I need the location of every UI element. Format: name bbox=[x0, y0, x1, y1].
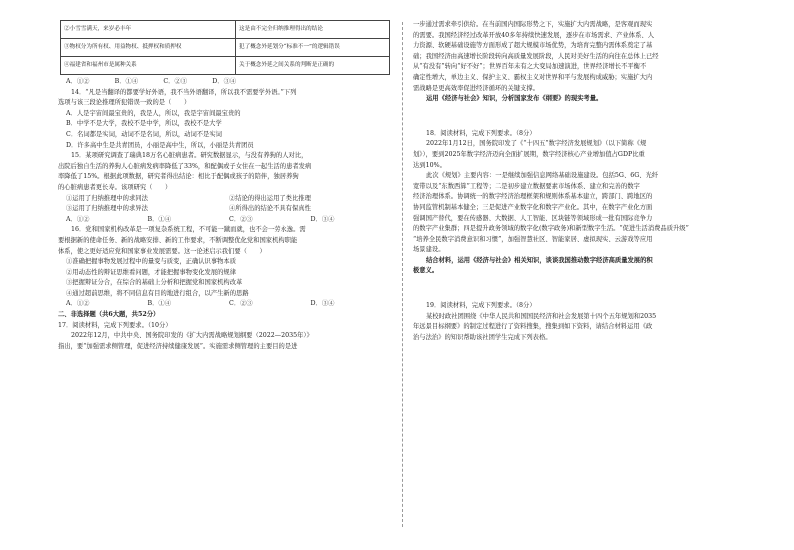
q15-answers bbox=[58, 215, 392, 226]
q19-material-line: 某校时政社团围绕《中华人民共和国国民经济和社会发展第十四个五年规划和2035 bbox=[426, 312, 657, 320]
table-row bbox=[61, 21, 390, 39]
question-19-title: 19．阅读材料，完成下列要求。（8分） bbox=[426, 302, 536, 310]
question-15-line: 率降低了15%。根据此项数据，研究者得出结论：相比于配偶或孩子的陪伴，独居养狗 bbox=[58, 173, 299, 181]
q16-answer: A．①② bbox=[66, 300, 90, 308]
question-15-line: 出院后独自生活的养狗人心脏病发病率降低了33%，和配偶或子女住在一起生活的患者发病 bbox=[58, 162, 312, 170]
q16-choice: ②用动态性的辩证思维看问题，才能把握事物变化发展的规律 bbox=[66, 268, 237, 276]
table-answer-options: A．①② B．①④ C．②③ D．③④ bbox=[66, 78, 237, 85]
q15-answer: B．①④ bbox=[147, 215, 172, 223]
q18-material-line: 宽带以及“东数西算”工程等；二是初步建立数据要素市场体系、建立和完善的数字 bbox=[413, 182, 640, 190]
q17-material-line: 需战略是更高效率促进经济循环的关键支撑。 bbox=[413, 84, 539, 92]
q16-answer: D．③④ bbox=[310, 300, 335, 308]
table-cell: 关于概念外延之间关系的判断是正确的 bbox=[236, 57, 390, 75]
q18-material-line: 的数字产业集群；四是提升政务领域的数字化(数字政务)和新型数字生活。“促进生活消费品质升级” bbox=[413, 225, 689, 233]
question-16-line: 要根据新的使命任务、新的战略安排、新的工作要求，不断调整优化党和国家机构职能 bbox=[58, 236, 298, 244]
left-column bbox=[58, 20, 392, 352]
question-18-title: 18．阅读材料，完成下列要求。（8分） bbox=[426, 129, 536, 137]
q16-choice: ③把握辩证分合，在综合的基础上分析和把握党和国家机构改革 bbox=[66, 279, 243, 287]
q18-material-line: 经济治理体系。协调统一的数字经济治理框架和规则体系基本建立，跨部门、跨地区的 bbox=[413, 193, 653, 201]
q17-material-line: 确定性增大，单边主义、保护主义、霸权主义对世界和平与发展构成威胁；实施扩大内 bbox=[413, 73, 653, 81]
table-cell: 犯了概念外延划分“标准不一”的逻辑错误 bbox=[236, 39, 390, 57]
q18-material-line: “培养全民数字消费意识和习惯”，加强智慧社区、智能家居、虚拟现实、云游戏等应用 bbox=[413, 235, 653, 243]
q15-choice: ②结论的得出运用了类比推理 bbox=[229, 194, 311, 202]
q15-answer: C．②③ bbox=[229, 215, 253, 223]
q15-choice: ③运用了归纳推理中的求异法 bbox=[66, 205, 148, 213]
q17-material-line: 础；我国经济由高速增长阶段转向高质量发展阶段，人民对美好生活的向往在总体上已经 bbox=[413, 52, 659, 60]
q14-option-d: D．许多高中生是共青团员，小丽是高中生，所以，小丽是共青团员 bbox=[66, 141, 254, 149]
q15-choices bbox=[58, 194, 392, 215]
q15-choice: ④所得出的结论不具有保真性 bbox=[229, 205, 311, 213]
q18-material-line: 强调国产替代，要在传感器、大数据、人工智能、区块链等领域形成一批有国际竞争力 bbox=[413, 214, 653, 222]
q15-answer: A．①② bbox=[66, 215, 90, 223]
table-cell: 这是由不完全归纳推理得出的结论 bbox=[236, 21, 390, 39]
q15-answer: D．③④ bbox=[310, 215, 335, 223]
question-17-line: 2022年12月，中共中央、国务院印发的《扩大内需战略规划纲要（2022—2035年）》 bbox=[71, 332, 313, 340]
q18-material-line: 2022年1月12日，国务院印发了《“十四五”数字经济发展规划》（以下简称《规 bbox=[426, 140, 647, 148]
table-cell: ④福建省和福州市是属种关系 bbox=[61, 57, 236, 75]
table-row bbox=[61, 57, 390, 75]
q19-material-line: 治与法治》的知识帮助该社团学生完成下列表格。 bbox=[413, 333, 552, 341]
q15-choice: ①运用了归纳推理中的求同法 bbox=[66, 194, 148, 202]
table-cell: ②小雪雪满天，来岁必丰年 bbox=[61, 21, 236, 39]
right-column bbox=[413, 20, 745, 343]
q16-answer: C．②③ bbox=[229, 300, 253, 308]
question-17-line: 指出，要“加强需求侧管理，促进经济持续健康发展”。实施需求侧管理的主要目的是进 bbox=[58, 342, 298, 350]
q16-answers bbox=[58, 299, 392, 310]
q16-choice: ①准确把握事物发展过程中的量变与质变，正确认识事物本质 bbox=[66, 258, 237, 266]
q18-material-line: 协同监管机制基本健全；三是促进产业数字化和数字产业化。其中，在数字产业化方面 bbox=[413, 203, 653, 211]
q18-task: 结合材料，运用《经济与社会》相关知识，谈谈我国推动数字经济高质量发展的积 bbox=[426, 256, 653, 264]
q17-material-line: 一步通过需求牵引供给。在当前国内国际形势之下，实施扩大内需战略，是客观而现实 bbox=[413, 21, 653, 28]
question-15-stem: 15．某项研究调查了瑞典18万名心脏病患者。研究数据显示，与没有养狗的人对比， bbox=[71, 152, 308, 160]
question-16-line: 体系，使之更好适应党和国家事业发展需要。这一论述启示我们要（ ） bbox=[58, 247, 266, 255]
question-14-stem: 14．“凡是当翻译的都要学好外语，我不当外语翻译，所以我不需要学外语。”下列 bbox=[71, 88, 297, 96]
q18-material-line: 达到10%。 bbox=[413, 161, 446, 169]
section-heading: 二、非选择题（共6大题，共52分） bbox=[58, 311, 160, 319]
q17-material-line: 力资源、软硬基础设施等方面形成了超大规模市场优势，为培育完整内需体系奠定了基 bbox=[413, 42, 653, 50]
q17-task: 运用《经济与社会》知识，分析国家发布《纲要》的现实考量。 bbox=[426, 95, 603, 103]
q14-option-c: C．名词都是实词，动词不是名词，所以，动词不是实词 bbox=[66, 130, 222, 138]
q17-material-line: 从“有没有”转向“好不好”；世界百年未有之大变局加速演进，世界经济增长不平衡不 bbox=[413, 63, 647, 71]
q19-material-line: 年远景目标纲要》的制定过程进行了资料搜集，搜集到如下资料，请结合材料运用《政 bbox=[413, 323, 653, 331]
table-cell: ③物权分为所有权、用益物权、抵押权和质押权 bbox=[61, 39, 236, 57]
answer-space bbox=[413, 105, 745, 129]
q18-material-line: 划》），要到2025年数字经济迈向全面扩展期，数字经济核心产业增加值占GDP比重 bbox=[413, 150, 645, 158]
question-16-stem: 16．党和国家机构改革是一项复杂系统工程，不可能一蹴而就，也不会一劳永逸。需 bbox=[71, 226, 306, 234]
q14-option-a: A．人是宇宙间最宝贵的，我是人，所以，我是宇宙间最宝贵的 bbox=[66, 109, 241, 117]
q16-choice: ④通过超前思维，将不同信息有目的地进行组合，以产生新的思路 bbox=[66, 289, 249, 297]
table-row bbox=[61, 39, 390, 57]
q14-option-b: B．中学不是大学，我校不是中学，所以，我校不是大学 bbox=[66, 120, 222, 128]
q16-answer: B．①④ bbox=[147, 300, 172, 308]
question-17-title: 17．阅读材料，完成下列要求。（10分） bbox=[58, 321, 172, 329]
question-15-line: 的心脏病患者更长寿。该项研究（ ） bbox=[58, 183, 172, 191]
answer-space bbox=[413, 277, 745, 301]
q18-material-line: 此次《规划》主要内容：一是继续加强信息网络基础设施建设。包括5G、6G、光纤 bbox=[426, 172, 659, 180]
question-14-stem-cont: 选项与该三段论推理所犯错误一致的是（ ） bbox=[58, 99, 191, 107]
option-table bbox=[60, 20, 390, 75]
q18-material-line: 场景建设。 bbox=[413, 246, 445, 254]
q18-task-cont: 极意义。 bbox=[413, 267, 439, 275]
q17-material-line: 的需要。我国经济经过改革开放40多年持续快速发展，逐步在市场需求、产业体系、人 bbox=[413, 31, 654, 39]
column-divider bbox=[402, 22, 403, 527]
